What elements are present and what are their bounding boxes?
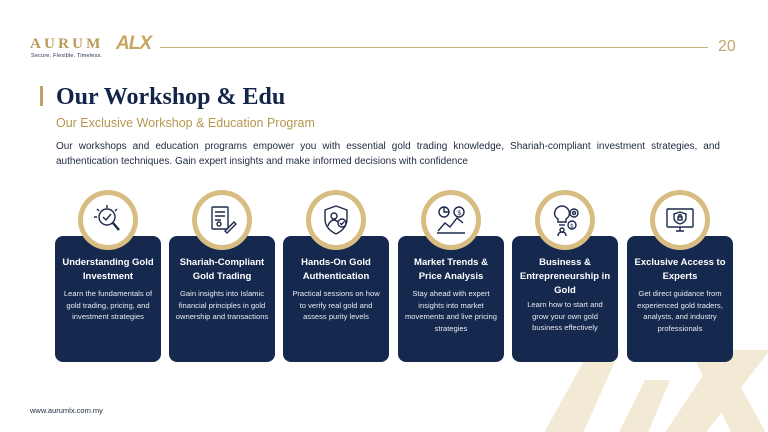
card-title: Understanding Gold Investment <box>62 257 154 282</box>
program-card <box>398 190 504 362</box>
program-cards <box>55 190 733 362</box>
svg-text:$: $ <box>457 209 462 217</box>
card-description: Stay ahead with expert insights into market movements and live pricing strategies <box>404 289 497 333</box>
brand-tagline: Secure. Flexible. Timeless. <box>31 53 103 59</box>
icon-badge <box>650 190 710 250</box>
card-description: Learn how to start and grow your own gold business effectively <box>527 300 603 333</box>
idea-business-icon <box>548 203 582 237</box>
page-number: 20 <box>718 38 736 55</box>
brain-magnifier-icon <box>91 203 125 237</box>
icon-badge <box>421 190 481 250</box>
card-title: Market Trends & Price Analysis <box>414 257 488 282</box>
brand-word: AURUM <box>30 36 104 52</box>
icon-badge <box>78 190 138 250</box>
program-card <box>283 190 389 362</box>
title-accent-bar <box>40 86 43 106</box>
icon-badge <box>306 190 366 250</box>
page-title: Our Workshop & Edu <box>56 84 286 110</box>
card-title: Exclusive Access to Experts <box>634 257 726 282</box>
card-description: Gain insights into Islamic financial principles in gold ownership and transactions <box>175 289 269 322</box>
header-divider <box>160 47 708 48</box>
website-url: www.aurumlx.com.my <box>30 406 103 415</box>
card-description: Practical sessions on how to verify real gold and assess purity levels <box>292 289 380 322</box>
brand-mark: ALX <box>116 33 151 54</box>
program-card <box>512 190 618 362</box>
card-description: Learn the fundamentals of gold trading, pricing, and investment strategies <box>63 289 153 322</box>
svg-text:$: $ <box>570 223 574 230</box>
icon-badge <box>535 190 595 250</box>
card-title: Shariah-Compliant Gold Trading <box>179 257 265 282</box>
card-title: Hands-On Gold Authentication <box>301 257 371 282</box>
intro-paragraph: Our workshops and education programs empower you with essential gold trading knowledge, Shariah-compliant investment strategies, and authentication techniques. Gain expert insights and make informed decisions with confidence <box>56 141 720 167</box>
card-description: Get direct guidance from experienced gold traders, analysts, and industry professionals <box>637 289 723 333</box>
secure-monitor-icon <box>663 203 697 237</box>
page-subtitle: Our Exclusive Workshop & Education Program <box>56 116 315 130</box>
brand-logo <box>30 33 160 64</box>
program-card <box>169 190 275 362</box>
verified-person-icon <box>319 203 353 237</box>
program-card <box>55 190 161 362</box>
icon-badge <box>192 190 252 250</box>
program-card <box>627 190 733 362</box>
chart-analysis-icon <box>434 203 468 237</box>
card-title: Business & Entrepreneurship in Gold <box>519 257 611 296</box>
contract-pen-icon <box>205 203 239 237</box>
